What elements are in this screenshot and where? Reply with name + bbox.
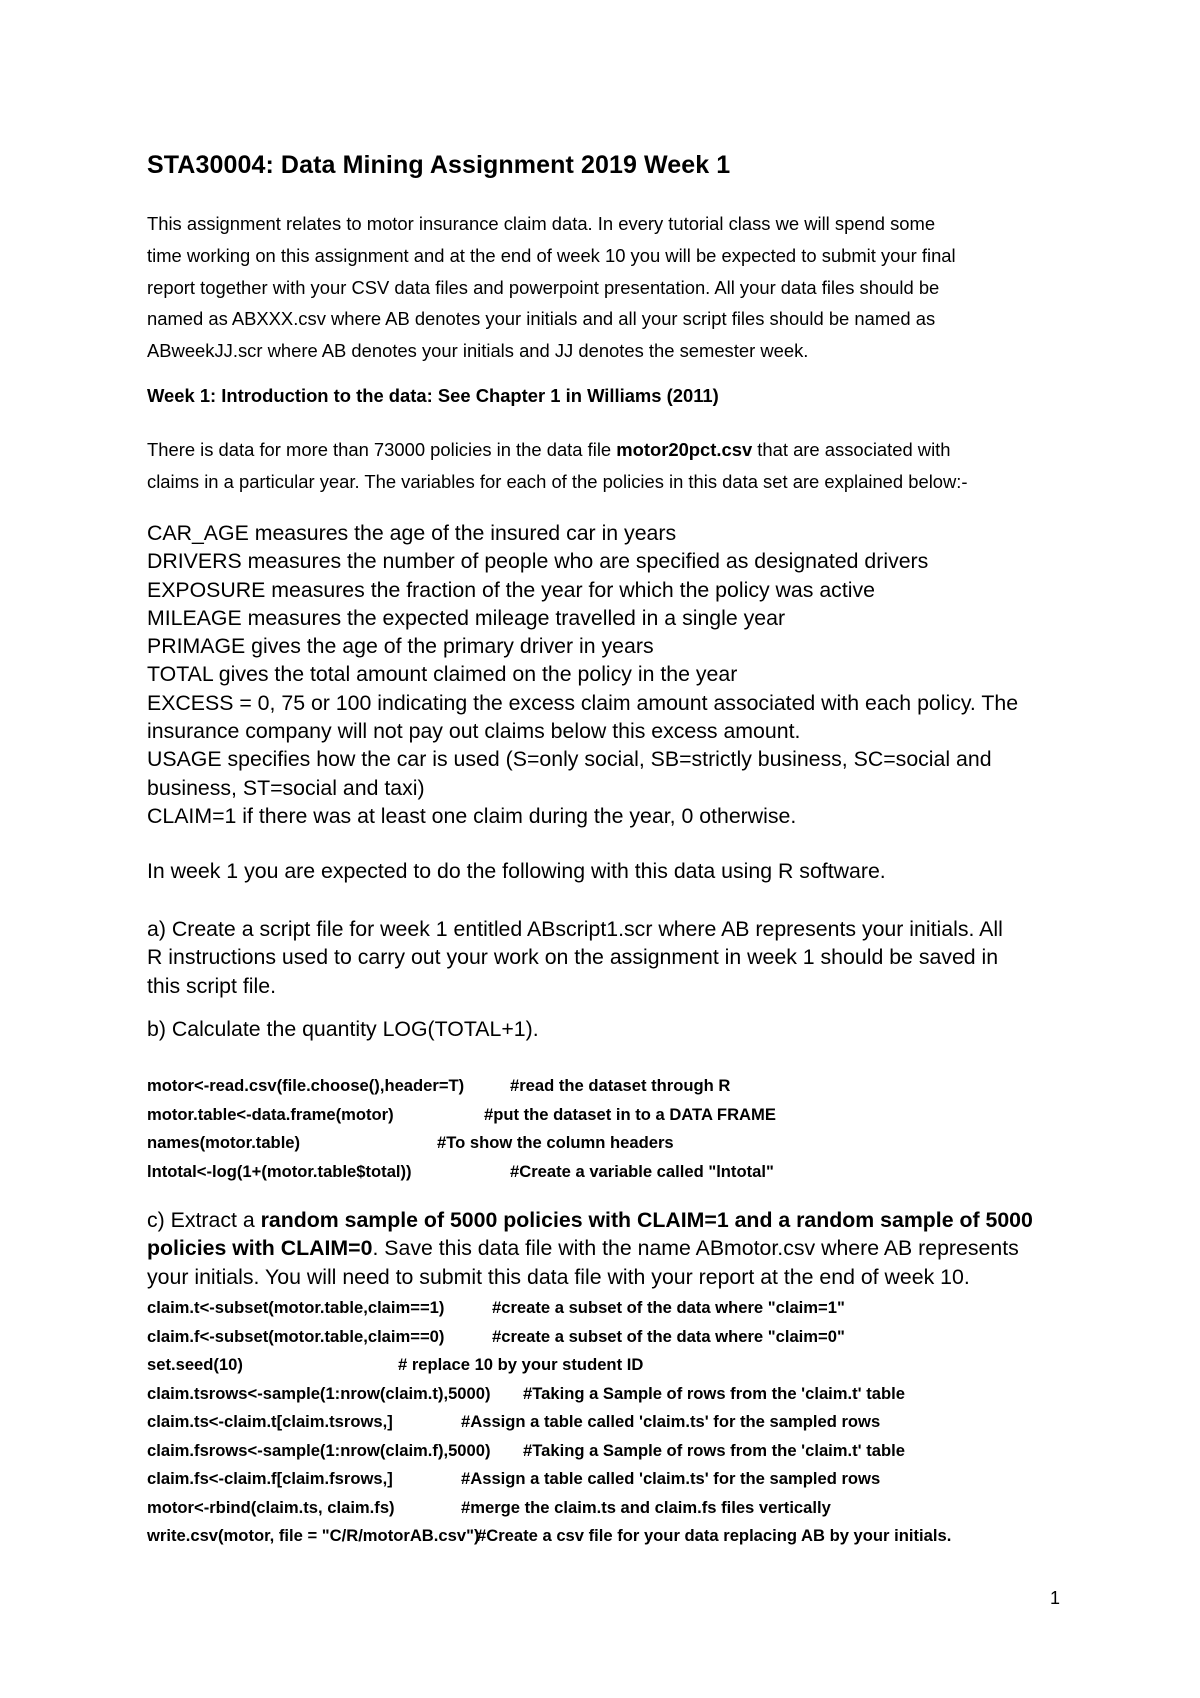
data-filename: motor20pct.csv	[616, 439, 753, 460]
code-comment: #Taking a Sample of rows from the 'claim.t' table	[523, 1383, 905, 1403]
task-intro: In week 1 you are expected to do the following with this data using R software.	[147, 859, 886, 883]
page-number: 1	[1050, 1588, 1061, 1608]
code-command: claim.t<-subset(motor.table,claim==1)	[147, 1298, 445, 1317]
code-command: claim.fsrows<-sample(1:nrow(claim.f),5000)	[147, 1440, 491, 1460]
code-block-c	[147, 1298, 1047, 1555]
variable-description: EXPOSURE measures the fraction of the year for which the policy was active	[147, 577, 875, 602]
code-comment: #Assign a table called 'claim.ts' for the sampled rows	[461, 1469, 881, 1488]
code-command: claim.tsrows<-sample(1:nrow(claim.t),5000)	[147, 1383, 491, 1403]
task-a	[147, 915, 1003, 1000]
code-comment: #create a subset of the data where "claim=1"	[492, 1298, 845, 1317]
code-command: claim.fs<-claim.f[claim.fsrows,]	[147, 1469, 393, 1488]
intro-line: This assignment relates to motor insurance claim data. In every tutorial class we will spend some	[147, 213, 936, 234]
code-line	[147, 1384, 1047, 1413]
code-command: motor.table<-data.frame(motor)	[147, 1104, 394, 1124]
code-comment: #Assign a table called 'claim.ts' for the sampled rows	[461, 1412, 881, 1431]
code-comment: #put the dataset in to a DATA FRAME	[484, 1104, 776, 1124]
code-line	[147, 1298, 1047, 1327]
code-command: set.seed(10)	[147, 1355, 243, 1374]
data-intro-line-2: claims in a particular year. The variables for each of the policies in this data set are explained below:-	[147, 471, 968, 492]
code-comment: #read the dataset through R	[510, 1076, 731, 1095]
task-c-bold: random sample of 5000 policies with CLAIM=1 and a random sample of 5000	[260, 1208, 1033, 1232]
task-a-line: R instructions used to carry out your work on the assignment in week 1 should be saved in	[147, 945, 999, 970]
variable-description: DRIVERS measures the number of people who are specified as designated drivers	[147, 549, 929, 574]
code-line	[147, 1526, 1047, 1555]
code-line	[147, 1412, 1047, 1441]
code-command: lntotal<-log(1+(motor.table$total))	[147, 1161, 412, 1181]
task-c-line: your initials. You will need to submit this data file with your report at the end of week 10.	[147, 1264, 970, 1289]
code-block-b	[147, 1076, 1047, 1190]
task-c	[147, 1206, 1033, 1291]
code-line	[147, 1498, 1047, 1527]
week-heading: Week 1: Introduction to the data: See Chapter 1 in Williams (2011)	[147, 385, 719, 406]
variable-description: MILEAGE measures the expected mileage travelled in a single year	[147, 605, 786, 630]
variable-description: CAR_AGE measures the age of the insured car in years	[147, 521, 677, 545]
code-command: write.csv(motor, file = "C/R/motorAB.csv")	[147, 1526, 480, 1545]
variable-description: USAGE specifies how the car is used (S=only social, SB=strictly business, SC=social and	[147, 747, 992, 772]
code-line	[147, 1469, 1047, 1498]
code-comment: # replace 10 by your student ID	[398, 1355, 644, 1374]
data-intro-text: that are associated with	[752, 439, 951, 460]
task-a-line: this script file.	[147, 973, 276, 998]
code-command: motor<-read.csv(file.choose(),header=T)	[147, 1076, 465, 1095]
task-c-text: . Save this data file with the name ABmotor.csv where AB represents	[372, 1236, 1019, 1261]
code-line	[147, 1355, 1047, 1384]
code-line	[147, 1105, 1047, 1134]
code-line	[147, 1441, 1047, 1470]
variable-description: TOTAL gives the total amount claimed on the policy in the year	[147, 662, 738, 687]
code-comment: #merge the claim.ts and claim.fs files vertically	[461, 1497, 831, 1517]
data-intro-line-1	[147, 434, 968, 466]
intro-paragraph	[147, 208, 1077, 367]
code-command: names(motor.table)	[147, 1133, 301, 1152]
variable-description: insurance company will not pay out claims below this excess amount.	[147, 719, 801, 744]
intro-line: ABweekJJ.scr where AB denotes your initials and JJ denotes the semester week.	[147, 340, 809, 362]
data-intro-paragraph	[147, 434, 968, 498]
task-b-line: b) Calculate the quantity LOG(TOTAL+1).	[147, 1017, 539, 1041]
variable-description: business, ST=social and taxi)	[147, 775, 425, 800]
variable-description: EXCESS = 0, 75 or 100 indicating the excess claim amount associated with each policy. The	[147, 690, 1019, 715]
variable-list	[147, 519, 1018, 830]
task-a-line: a) Create a script file for week 1 entitled ABscript1.scr where AB represents your initials. All	[147, 917, 1003, 941]
code-comment: #create a subset of the data where "claim=0"	[492, 1326, 845, 1346]
code-comment: #Create a variable called "lntotal"	[510, 1161, 774, 1181]
code-line	[147, 1162, 1047, 1191]
code-line	[147, 1076, 1047, 1105]
code-line	[147, 1327, 1047, 1356]
code-command: claim.ts<-claim.t[claim.tsrows,]	[147, 1412, 393, 1431]
variable-description: PRIMAGE gives the age of the primary driver in years	[147, 634, 654, 659]
code-comment: #Create a csv file for your data replacing AB by your initials.	[477, 1526, 952, 1545]
intro-line: named as ABXXX.csv where AB denotes your initials and all your script files should be named as	[147, 308, 936, 330]
code-line	[147, 1133, 1047, 1162]
variable-description: CLAIM=1 if there was at least one claim during the year, 0 otherwise.	[147, 803, 797, 828]
task-c-line	[147, 1234, 1033, 1262]
code-comment: #To show the column headers	[437, 1133, 674, 1152]
code-comment: #Taking a Sample of rows from the 'claim.t' table	[523, 1440, 905, 1460]
code-command: claim.f<-subset(motor.table,claim==0)	[147, 1326, 445, 1346]
task-c-text: c) Extract a	[147, 1208, 261, 1232]
intro-line: report together with your CSV data files and powerpoint presentation. All your data files should be	[147, 276, 940, 298]
task-b	[147, 1015, 539, 1043]
task-c-line	[147, 1206, 1033, 1234]
code-command: motor<-rbind(claim.ts, claim.fs)	[147, 1497, 395, 1517]
intro-line: time working on this assignment and at the end of week 10 you will be expected to submit your final	[147, 244, 956, 266]
task-c-bold: policies with CLAIM=0	[147, 1236, 373, 1261]
data-intro-text: There is data for more than 73000 policies in the data file	[147, 439, 617, 460]
page-title: STA30004: Data Mining Assignment 2019 Week 1	[147, 151, 731, 179]
